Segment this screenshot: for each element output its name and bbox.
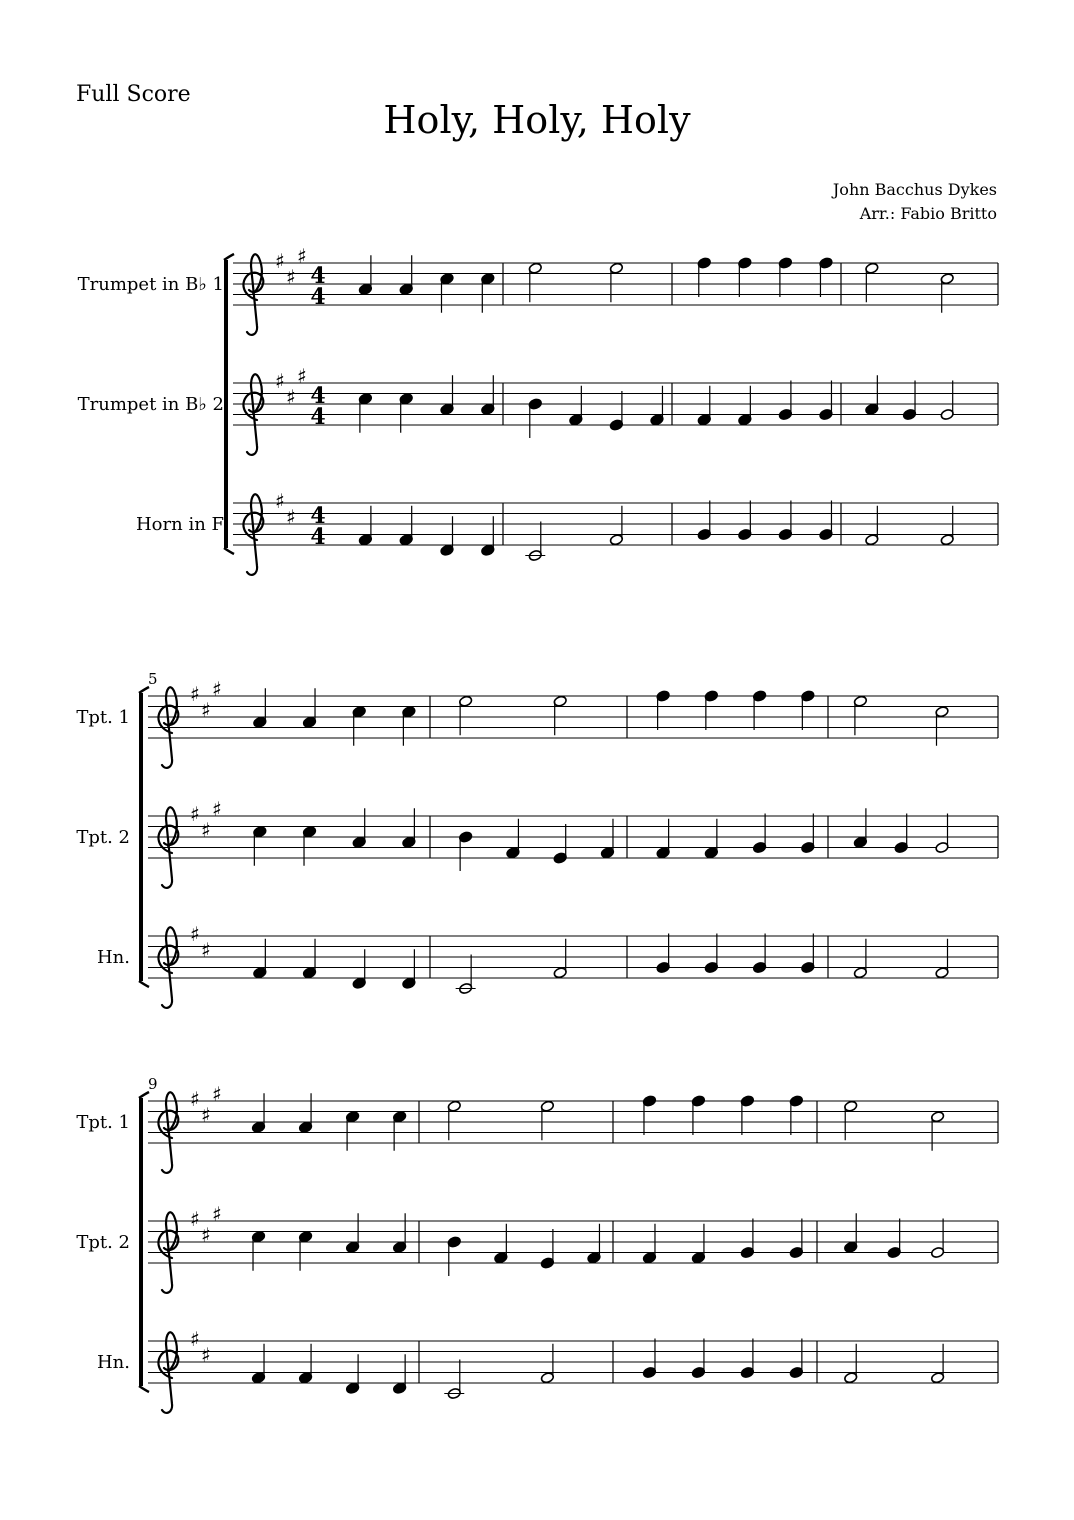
note <box>345 1111 359 1151</box>
note <box>298 1093 312 1133</box>
score-title: Holy, Holy, Holy <box>383 98 691 142</box>
note <box>691 1339 705 1379</box>
key-sharp-icon: ♯ <box>201 817 211 842</box>
note <box>930 1219 944 1259</box>
note <box>778 501 792 541</box>
note <box>540 1100 554 1140</box>
time-signature-numerator: 4 <box>310 383 326 409</box>
note <box>609 391 623 431</box>
note <box>930 1111 944 1151</box>
note <box>819 381 833 421</box>
arranger-credit: Arr.: Fabio Britto <box>859 204 997 223</box>
note <box>642 1095 656 1135</box>
note <box>402 949 416 989</box>
note <box>865 375 879 415</box>
note <box>740 1339 754 1379</box>
note <box>553 824 567 864</box>
staff-1 <box>76 677 998 768</box>
note <box>752 814 766 854</box>
time-signature-numerator: 4 <box>310 263 326 289</box>
note <box>752 690 766 730</box>
note <box>844 1344 858 1384</box>
system-3 <box>76 1075 998 1413</box>
note <box>447 1100 461 1140</box>
note <box>752 934 766 974</box>
note <box>447 1236 461 1276</box>
key-sharp-icon: ♯ <box>212 676 222 701</box>
note <box>399 255 413 295</box>
note <box>738 386 752 426</box>
key-sharp-icon: ♯ <box>286 264 296 289</box>
key-sharp-icon: ♯ <box>212 1081 222 1106</box>
note <box>819 257 833 297</box>
instrument-label: Tpt. 2 <box>76 1232 130 1253</box>
system-bracket <box>139 693 143 981</box>
note <box>778 381 792 421</box>
note <box>935 814 949 854</box>
note <box>456 955 476 995</box>
note <box>940 273 954 313</box>
note <box>642 1339 656 1379</box>
note <box>819 501 833 541</box>
key-sharp-icon: ♯ <box>190 1087 200 1111</box>
key-sharp-icon: ♯ <box>212 796 222 821</box>
note <box>738 257 752 297</box>
note <box>459 831 473 871</box>
note <box>801 934 815 974</box>
note <box>940 381 954 421</box>
note <box>853 939 867 979</box>
note <box>553 939 567 979</box>
time-signature-numerator: 4 <box>310 503 326 529</box>
key-sharp-icon: ♯ <box>201 1222 211 1247</box>
system-1 <box>78 244 998 575</box>
note <box>740 1219 754 1259</box>
note <box>887 1219 901 1259</box>
note <box>358 506 372 546</box>
note <box>440 273 454 313</box>
note <box>738 501 752 541</box>
key-sharp-icon: ♯ <box>275 489 285 513</box>
key-sharp-icon: ♯ <box>190 682 200 706</box>
measure-number: 9 <box>148 1075 158 1093</box>
bracket-top-hook <box>224 254 234 260</box>
note <box>393 1213 407 1253</box>
note <box>940 506 954 546</box>
note <box>704 690 718 730</box>
key-sharp-icon: ♯ <box>275 369 285 393</box>
key-sharp-icon: ♯ <box>201 1342 211 1367</box>
instrument-label: Tpt. 2 <box>76 827 130 848</box>
note <box>778 257 792 297</box>
note <box>930 1344 944 1384</box>
note <box>789 1095 803 1135</box>
note <box>540 1344 554 1384</box>
key-sharp-icon: ♯ <box>190 802 200 826</box>
note <box>902 381 916 421</box>
staff-3 <box>97 1327 998 1413</box>
time-signature-denominator: 4 <box>310 404 326 430</box>
time-signature-denominator: 4 <box>310 284 326 310</box>
note <box>399 506 413 546</box>
note <box>352 706 366 746</box>
instrument-label: Horn in F <box>135 514 224 535</box>
note <box>253 826 267 866</box>
key-sharp-icon: ♯ <box>201 697 211 722</box>
note <box>298 1344 312 1384</box>
note <box>553 695 567 735</box>
instrument-label: Tpt. 1 <box>76 1112 130 1133</box>
note <box>399 393 413 433</box>
key-sharp-icon: ♯ <box>201 1102 211 1127</box>
note <box>865 506 879 546</box>
bracket-bottom-hook <box>139 1386 149 1392</box>
key-sharp-icon: ♯ <box>190 922 200 946</box>
note <box>656 819 670 859</box>
note <box>402 706 416 746</box>
composer-credit: John Bacchus Dykes <box>832 180 997 199</box>
note <box>691 1095 705 1135</box>
note <box>609 506 623 546</box>
note <box>358 255 372 295</box>
note <box>302 826 316 866</box>
note <box>528 398 542 438</box>
key-sharp-icon: ♯ <box>286 504 296 529</box>
key-sharp-icon: ♯ <box>212 1201 222 1226</box>
key-sharp-icon: ♯ <box>286 384 296 409</box>
note <box>853 808 867 848</box>
system-bracket <box>139 1098 143 1386</box>
bracket-bottom-hook <box>139 981 149 987</box>
note <box>789 1339 803 1379</box>
note <box>440 375 454 415</box>
note <box>844 1213 858 1253</box>
note <box>506 819 520 859</box>
note <box>844 1100 858 1140</box>
note <box>525 522 545 562</box>
note <box>801 690 815 730</box>
system-bracket <box>224 260 228 548</box>
measure-number: 5 <box>148 670 158 688</box>
note <box>440 516 454 556</box>
note <box>650 386 664 426</box>
staff-3 <box>97 922 998 1008</box>
note <box>528 262 542 302</box>
note <box>444 1360 464 1400</box>
note <box>352 808 366 848</box>
score-type-label: Full Score <box>76 82 191 107</box>
system-2 <box>76 670 998 1008</box>
note <box>704 819 718 859</box>
note <box>253 688 267 728</box>
note <box>740 1095 754 1135</box>
note <box>459 695 473 735</box>
instrument-label: Hn. <box>96 1352 130 1373</box>
key-sharp-icon: ♯ <box>190 1327 200 1351</box>
note <box>691 1224 705 1264</box>
instrument-label: Trumpet in B♭ 2 <box>77 394 224 415</box>
key-sharp-icon: ♯ <box>275 249 285 273</box>
note <box>697 386 711 426</box>
note <box>789 1219 803 1259</box>
note <box>302 939 316 979</box>
bracket-bottom-hook <box>224 548 234 554</box>
note <box>251 1231 265 1271</box>
note <box>481 273 495 313</box>
note <box>935 939 949 979</box>
note <box>481 375 495 415</box>
note <box>358 393 372 433</box>
note <box>569 386 583 426</box>
note <box>251 1344 265 1384</box>
instrument-label: Tpt. 1 <box>76 707 130 728</box>
note <box>697 257 711 297</box>
note <box>853 695 867 735</box>
time-signature-denominator: 4 <box>310 524 326 550</box>
key-sharp-icon: ♯ <box>297 363 307 388</box>
key-sharp-icon: ♯ <box>190 1207 200 1231</box>
note <box>494 1224 508 1264</box>
staff-1 <box>78 244 998 335</box>
staff-1 <box>76 1082 998 1173</box>
staff-2 <box>78 364 998 455</box>
note <box>935 706 949 746</box>
note <box>540 1229 554 1269</box>
note <box>393 1354 407 1394</box>
note <box>481 516 495 556</box>
note <box>352 949 366 989</box>
note <box>587 1224 601 1264</box>
staff-2 <box>76 1202 998 1293</box>
note <box>865 262 879 302</box>
note <box>894 814 908 854</box>
note <box>704 934 718 974</box>
note <box>298 1231 312 1271</box>
note <box>801 814 815 854</box>
key-sharp-icon: ♯ <box>201 937 211 962</box>
instrument-label: Trumpet in B♭ 1 <box>77 274 224 295</box>
note <box>642 1224 656 1264</box>
note <box>345 1354 359 1394</box>
instrument-label: Hn. <box>96 947 130 968</box>
staff-2 <box>76 797 998 888</box>
note <box>251 1093 265 1133</box>
staff-3 <box>136 489 998 575</box>
note <box>253 939 267 979</box>
note <box>402 808 416 848</box>
note <box>393 1111 407 1151</box>
key-sharp-icon: ♯ <box>297 243 307 268</box>
note <box>697 501 711 541</box>
note <box>600 819 614 859</box>
note <box>656 934 670 974</box>
note <box>302 688 316 728</box>
note <box>609 262 623 302</box>
note <box>656 690 670 730</box>
note <box>345 1213 359 1253</box>
